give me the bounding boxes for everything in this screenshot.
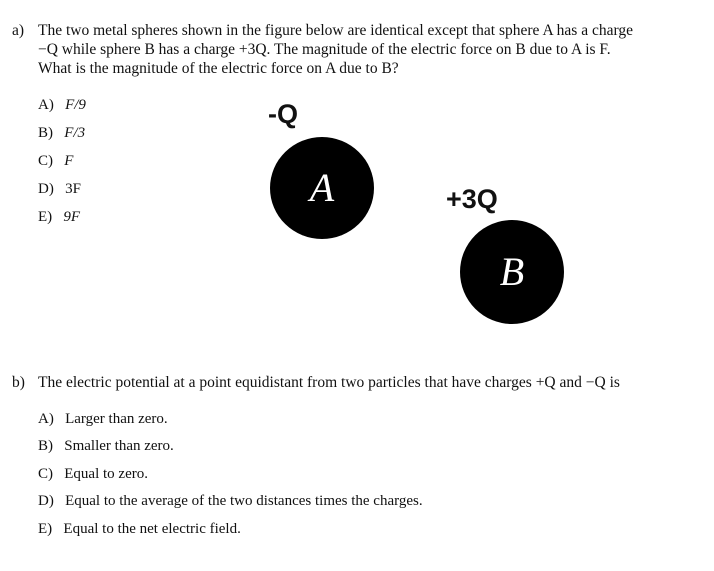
option-letter: C) [38,466,61,482]
option-item[interactable] [38,208,80,226]
question-a-line-2: −Q while sphere B has a charge +3Q. The magnitude of the electric force on B due to A is F. [38,41,611,58]
question-b-text: The electric potential at a point equidistant from two particles that have charges +Q and −Q is [38,374,620,391]
question-a-label: a) [12,22,25,39]
question-a-line-3: What is the magnitude of the electric force on A due to B? [38,60,399,77]
option-text: Equal to the net electric field. [63,521,241,537]
sphere-b-letter: B [499,249,525,294]
option-text: Equal to the average of the two distances times the charges. [65,493,423,509]
option-letter: D) [38,181,62,197]
option-item[interactable] [38,437,174,455]
option-item[interactable] [38,492,423,510]
option-text: F/9 [65,97,86,113]
option-text: Larger than zero. [65,411,168,427]
option-item[interactable] [38,520,241,538]
option-item[interactable] [38,96,86,114]
option-letter: E) [38,209,60,225]
option-letter: B) [38,125,61,141]
option-item[interactable] [38,180,81,198]
option-item[interactable] [38,465,148,483]
option-letter: C) [38,153,61,169]
option-letter: B) [38,438,61,454]
option-text: F/3 [64,125,86,141]
option-text: F [64,153,74,169]
sphere-a-letter: A [309,165,335,210]
sphere-b-charge-label: +3Q [446,184,498,214]
sphere-a [270,137,374,239]
option-letter: E) [38,521,60,537]
question-b-label: b) [12,374,25,391]
option-text: Smaller than zero. [64,438,174,454]
option-letter: A) [38,97,62,113]
sphere-b [460,220,564,324]
option-letter: D) [38,493,62,509]
sphere-a-charge-label: -Q [268,99,298,129]
option-item[interactable] [38,410,168,428]
option-item[interactable] [38,152,73,170]
option-letter: A) [38,411,62,427]
question-a-line-1: The two metal spheres shown in the figure below are identical except that sphere A has a charge [38,22,633,39]
option-text: 3F [65,181,81,197]
option-text: Equal to zero. [64,466,148,482]
option-item[interactable] [38,124,85,142]
option-text: 9F [63,209,81,225]
